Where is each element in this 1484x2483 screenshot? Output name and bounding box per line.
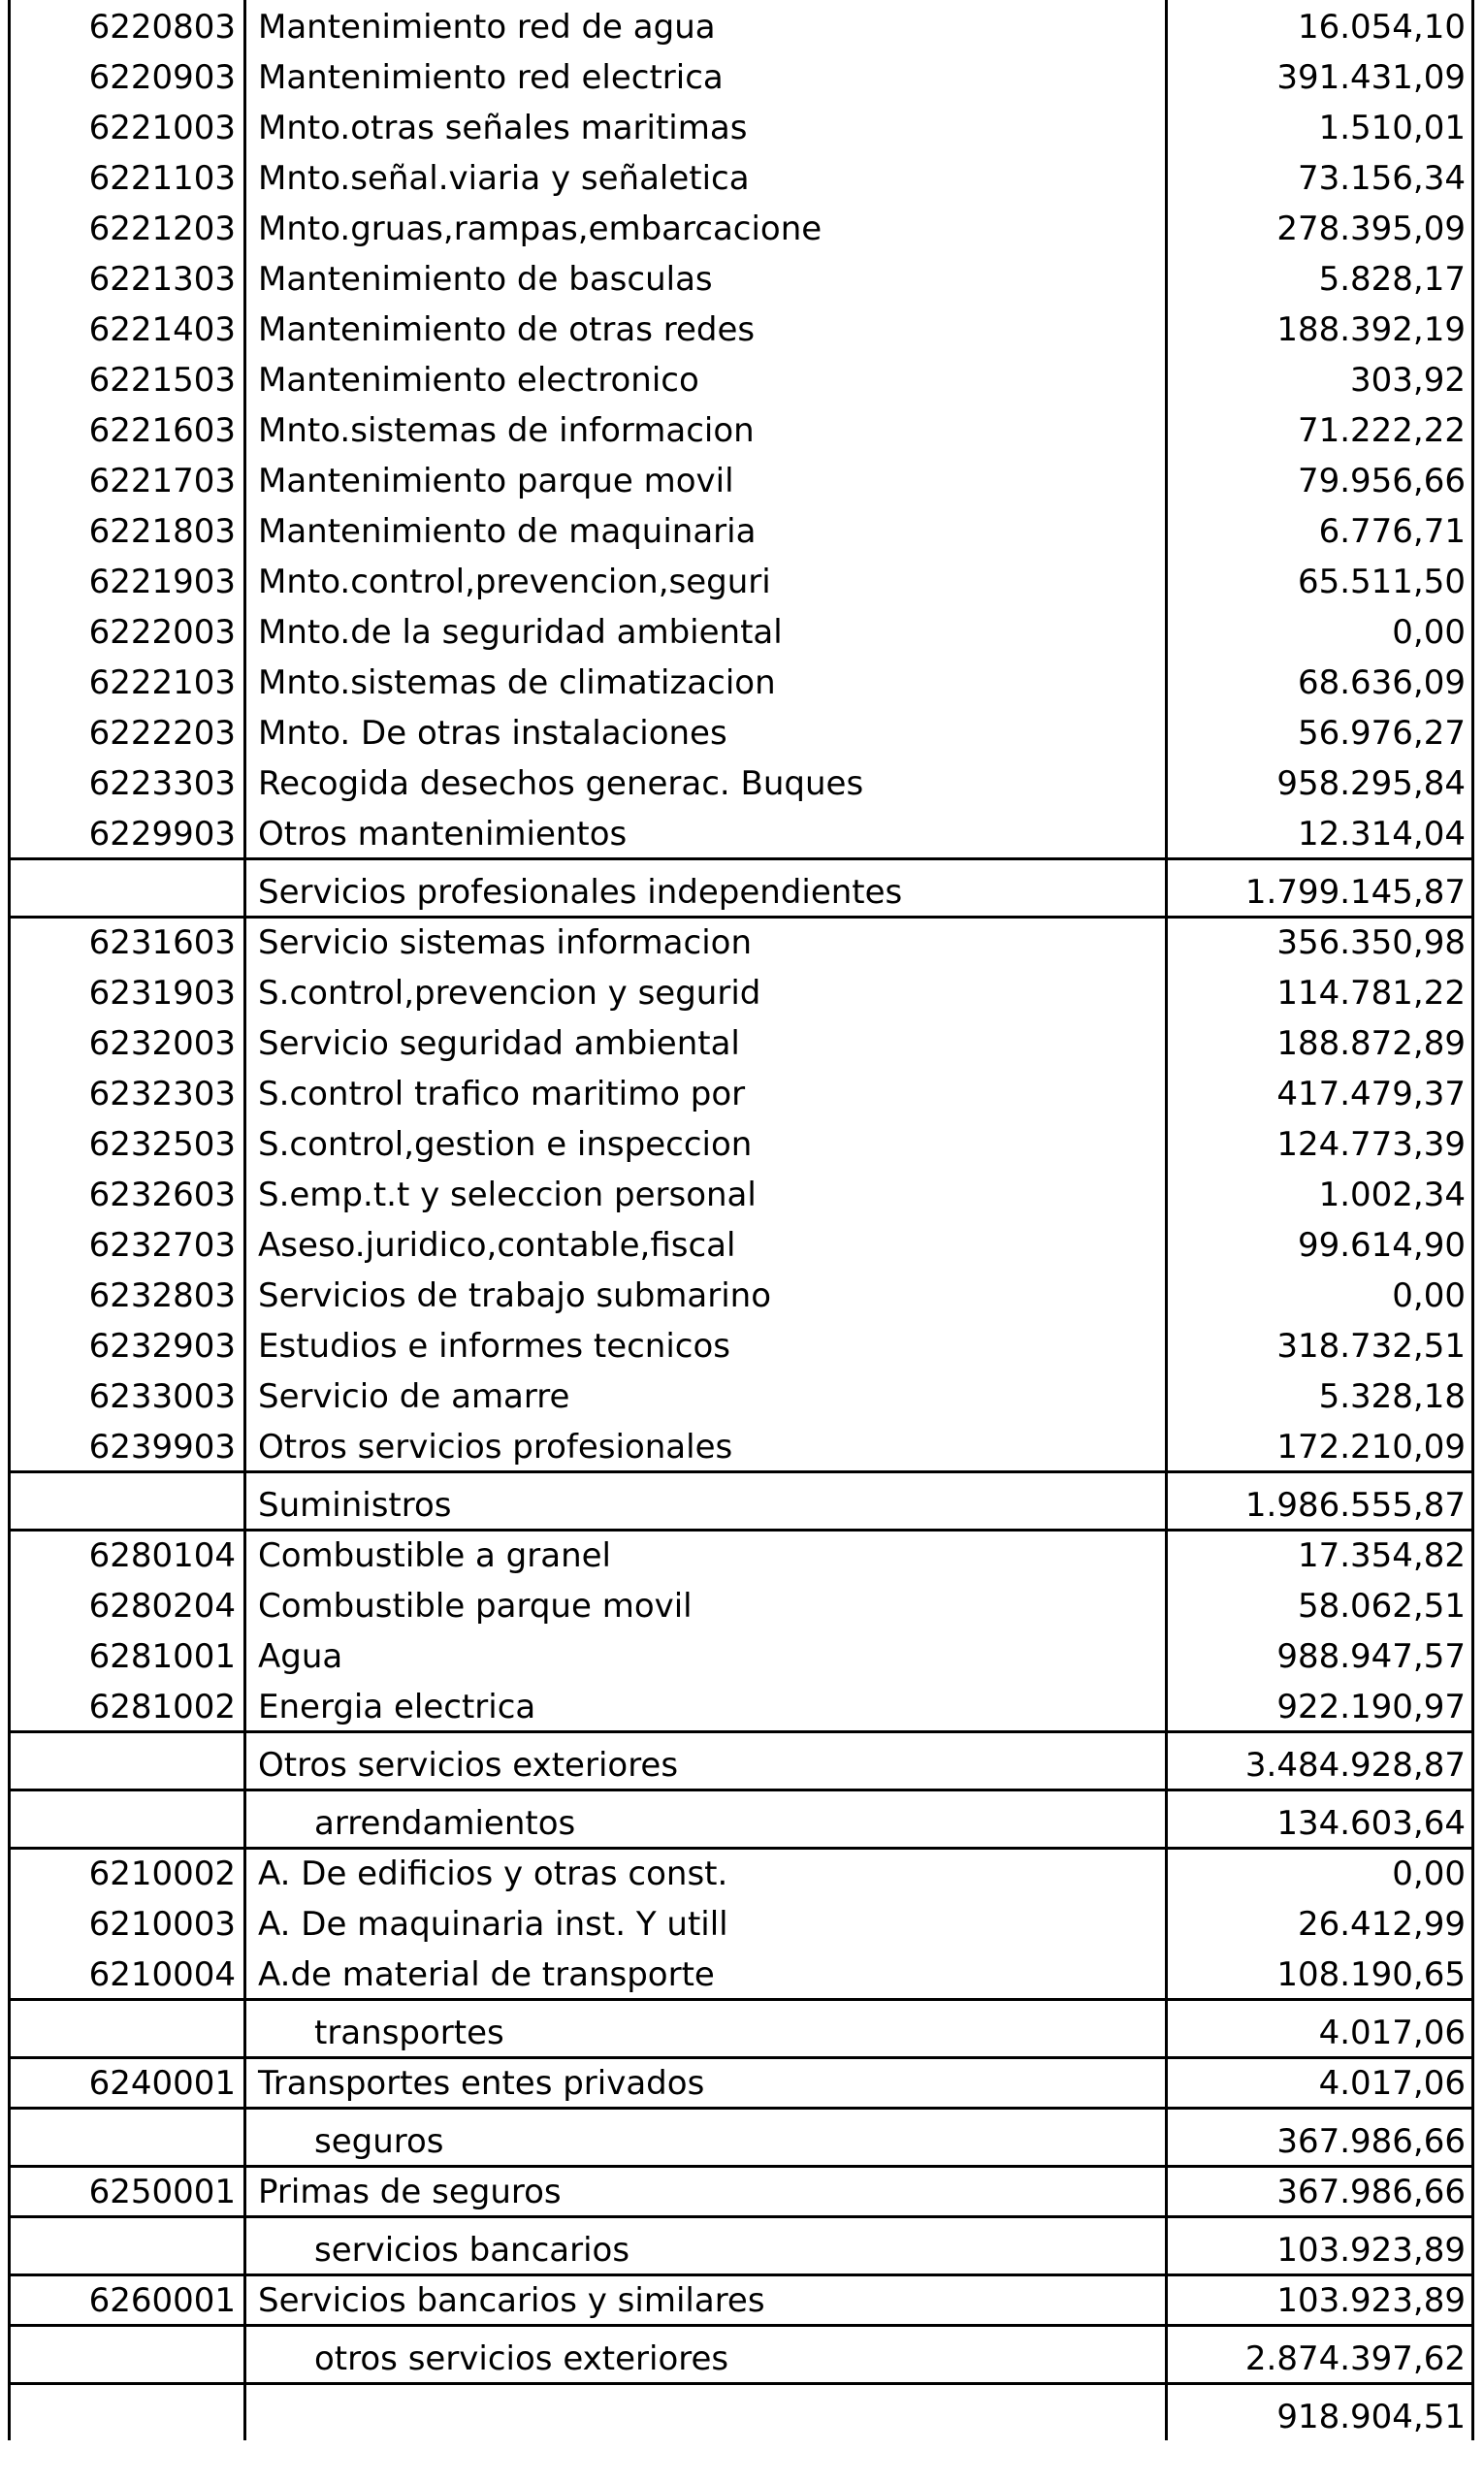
table-row xyxy=(8,1370,1474,1420)
subtotal-row xyxy=(8,1730,1474,1789)
description-cell: Mnto.gruas,rampas,embarcacione xyxy=(243,202,1165,252)
subtotal-row xyxy=(8,2324,1474,2382)
account-code-cell xyxy=(11,2001,243,2056)
description-cell: Transportes entes privados xyxy=(243,2059,1165,2107)
amount-cell: 367.986,66 xyxy=(1165,2168,1471,2215)
subtotal-row xyxy=(8,2107,1474,2165)
description-cell: arrendamientos xyxy=(243,1791,1165,1847)
account-code-cell: 6229903 xyxy=(88,815,236,854)
account-code-cell xyxy=(11,2385,243,2440)
amount-cell: 73.156,34 xyxy=(1165,151,1471,202)
description-cell: Otros mantenimientos xyxy=(243,807,1165,857)
subtotal-row xyxy=(8,1789,1474,1847)
amount-cell: 58.062,51 xyxy=(1165,1579,1471,1629)
account-code-cell: 6222103 xyxy=(88,663,236,702)
account-code-cell: 6232703 xyxy=(88,1226,236,1265)
amount-cell: 4.017,06 xyxy=(1165,2059,1471,2107)
description-cell: seguros xyxy=(243,2110,1165,2165)
amount-cell: 303,92 xyxy=(1165,353,1471,403)
description-cell: Mantenimiento red electrica xyxy=(243,50,1165,101)
table-row xyxy=(8,353,1474,403)
account-code-cell xyxy=(11,2327,243,2382)
table-row xyxy=(8,50,1474,101)
table-row xyxy=(8,706,1474,757)
account-code-cell: 6232003 xyxy=(88,1024,236,1063)
description-cell: Mantenimiento de otras redes xyxy=(243,303,1165,353)
account-code-cell: 6231903 xyxy=(88,974,236,1013)
amount-cell: 99.614,90 xyxy=(1165,1218,1471,1269)
description-cell: Mnto. De otras instalaciones xyxy=(243,706,1165,757)
account-code-cell: 6220903 xyxy=(88,58,236,97)
description-cell: Aseso.juridico,contable,fiscal xyxy=(243,1218,1165,1269)
account-code-cell: 6232303 xyxy=(88,1075,236,1113)
amount-cell: 918.904,51 xyxy=(1165,2385,1471,2440)
amount-cell: 0,00 xyxy=(1165,1269,1471,1319)
description-cell: Servicios de trabajo submarino xyxy=(243,1269,1165,1319)
description-cell: servicios bancarios xyxy=(243,2218,1165,2273)
amount-cell: 17.354,82 xyxy=(1165,1532,1471,1579)
subtotal-row xyxy=(8,857,1474,916)
table-row xyxy=(8,656,1474,706)
amount-cell: 134.603,64 xyxy=(1165,1791,1471,1847)
description-cell: Mnto.control,prevencion,seguri xyxy=(243,555,1165,605)
description-cell: Suministros xyxy=(243,1473,1165,1529)
amount-cell: 0,00 xyxy=(1165,1850,1471,1897)
amount-cell: 2.874.397,62 xyxy=(1165,2327,1471,2382)
account-code-cell: 6281001 xyxy=(88,1637,236,1676)
description-cell: Mnto.sistemas de informacion xyxy=(243,403,1165,454)
table-row xyxy=(8,966,1474,1016)
amount-cell: 922.190,97 xyxy=(1165,1680,1471,1730)
account-code-cell: 6231603 xyxy=(88,923,236,962)
description-cell: Servicios profesionales independientes xyxy=(243,860,1165,916)
table-row xyxy=(8,1067,1474,1117)
description-cell: Primas de seguros xyxy=(243,2168,1165,2215)
account-code-cell: 6281002 xyxy=(88,1688,236,1726)
table-row xyxy=(8,403,1474,454)
account-code-cell: 6223303 xyxy=(88,764,236,803)
table-row xyxy=(8,1948,1474,1998)
table-row xyxy=(8,1579,1474,1629)
table-row xyxy=(8,1897,1474,1948)
amount-cell: 417.479,37 xyxy=(1165,1067,1471,1117)
table-row xyxy=(8,1269,1474,1319)
table-row xyxy=(8,1680,1474,1730)
amount-cell: 68.636,09 xyxy=(1165,656,1471,706)
description-cell: Combustible a granel xyxy=(243,1532,1165,1579)
account-code-cell: 6222003 xyxy=(88,613,236,652)
amount-cell: 124.773,39 xyxy=(1165,1117,1471,1168)
table-row xyxy=(8,2056,1474,2107)
table-row xyxy=(8,101,1474,151)
description-cell: Mantenimiento de maquinaria xyxy=(243,504,1165,555)
amount-cell: 56.976,27 xyxy=(1165,706,1471,757)
account-code-cell: 6221303 xyxy=(88,260,236,299)
description-cell: Mantenimiento parque movil xyxy=(243,454,1165,504)
description-cell: Mnto.sistemas de climatizacion xyxy=(243,656,1165,706)
account-code-cell: 6210003 xyxy=(88,1905,236,1944)
account-code-cell: 6280104 xyxy=(88,1536,236,1575)
amount-cell: 278.395,09 xyxy=(1165,202,1471,252)
description-cell: Mantenimiento de basculas xyxy=(243,252,1165,303)
account-code-cell: 6220803 xyxy=(88,8,236,47)
account-code-cell: 6222203 xyxy=(88,714,236,753)
amount-cell: 108.190,65 xyxy=(1165,1948,1471,1998)
description-cell: Mnto.de la seguridad ambiental xyxy=(243,605,1165,656)
description-cell: Estudios e informes tecnicos xyxy=(243,1319,1165,1370)
description-cell: S.control trafico maritimo por xyxy=(243,1067,1165,1117)
account-code-cell: 6221903 xyxy=(88,563,236,601)
description-cell: transportes xyxy=(243,2001,1165,2056)
table-row xyxy=(8,1117,1474,1168)
description-cell: S.control,gestion e inspeccion xyxy=(243,1117,1165,1168)
description-cell: Otros servicios profesionales xyxy=(243,1420,1165,1470)
table-row xyxy=(8,1420,1474,1470)
account-code-cell: 6221703 xyxy=(88,462,236,500)
table-row xyxy=(8,916,1474,966)
amount-cell: 103.923,89 xyxy=(1165,2218,1471,2273)
subtotal-row xyxy=(8,2382,1474,2440)
amount-cell: 1.799.145,87 xyxy=(1165,860,1471,916)
account-code-cell: 6221203 xyxy=(88,210,236,248)
account-code-cell: 6233003 xyxy=(88,1377,236,1416)
table-row xyxy=(8,807,1474,857)
amount-cell: 188.392,19 xyxy=(1165,303,1471,353)
table-row xyxy=(8,0,1474,50)
amount-cell: 0,00 xyxy=(1165,605,1471,656)
account-code-cell: 6232503 xyxy=(88,1125,236,1164)
description-cell: Mnto.otras señales maritimas xyxy=(243,101,1165,151)
account-code-cell: 6210004 xyxy=(88,1955,236,1994)
amount-cell: 1.986.555,87 xyxy=(1165,1473,1471,1529)
amount-cell: 6.776,71 xyxy=(1165,504,1471,555)
amount-cell: 114.781,22 xyxy=(1165,966,1471,1016)
subtotal-row xyxy=(8,2215,1474,2273)
expense-ledger-table xyxy=(8,0,1474,2440)
amount-cell: 356.350,98 xyxy=(1165,919,1471,966)
table-row xyxy=(8,757,1474,807)
amount-cell: 103.923,89 xyxy=(1165,2276,1471,2324)
description-cell: Servicio seguridad ambiental xyxy=(243,1016,1165,1067)
table-row xyxy=(8,303,1474,353)
table-row xyxy=(8,252,1474,303)
account-code-cell: 6250001 xyxy=(88,2173,236,2211)
amount-cell: 26.412,99 xyxy=(1165,1897,1471,1948)
description-cell: A.de material de transporte xyxy=(243,1948,1165,1998)
table-row xyxy=(8,1168,1474,1218)
account-code-cell: 6240001 xyxy=(88,2064,236,2103)
amount-cell: 5.828,17 xyxy=(1165,252,1471,303)
account-code-cell xyxy=(11,1791,243,1847)
amount-cell: 71.222,22 xyxy=(1165,403,1471,454)
account-code-cell: 6239903 xyxy=(88,1428,236,1467)
table-row xyxy=(8,2273,1474,2324)
table-row xyxy=(8,1218,1474,1269)
account-code-cell: 6232803 xyxy=(88,1276,236,1315)
account-code-cell: 6221003 xyxy=(88,109,236,147)
amount-cell: 65.511,50 xyxy=(1165,555,1471,605)
description-cell: A. De edificios y otras const. xyxy=(243,1850,1165,1897)
description-cell: S.control,prevencion y segurid xyxy=(243,966,1165,1016)
amount-cell: 16.054,10 xyxy=(1165,0,1471,50)
table-row xyxy=(8,1847,1474,1897)
amount-cell: 3.484.928,87 xyxy=(1165,1733,1471,1789)
table-row xyxy=(8,1319,1474,1370)
account-code-cell: 6221103 xyxy=(88,159,236,198)
description-cell: A. De maquinaria inst. Y utill xyxy=(243,1897,1165,1948)
amount-cell: 391.431,09 xyxy=(1165,50,1471,101)
account-code-cell: 6280204 xyxy=(88,1587,236,1626)
account-code-cell: 6260001 xyxy=(88,2281,236,2320)
subtotal-row xyxy=(8,1470,1474,1529)
subtotal-row xyxy=(8,1998,1474,2056)
account-code-cell: 6221603 xyxy=(88,411,236,450)
description-cell xyxy=(243,2385,1165,2440)
account-code-cell: 6232603 xyxy=(88,1176,236,1214)
account-code-cell: 6221503 xyxy=(88,361,236,400)
amount-cell: 318.732,51 xyxy=(1165,1319,1471,1370)
amount-cell: 1.510,01 xyxy=(1165,101,1471,151)
account-code-cell xyxy=(11,2218,243,2273)
table-row xyxy=(8,202,1474,252)
account-code-cell: 6221803 xyxy=(88,512,236,551)
account-code-cell xyxy=(11,2110,243,2165)
table-row xyxy=(8,1529,1474,1579)
table-row xyxy=(8,1629,1474,1680)
table-row xyxy=(8,555,1474,605)
account-code-cell xyxy=(11,860,243,916)
table-row xyxy=(8,151,1474,202)
amount-cell: 79.956,66 xyxy=(1165,454,1471,504)
account-code-cell: 6232903 xyxy=(88,1327,236,1366)
amount-cell: 172.210,09 xyxy=(1165,1420,1471,1470)
description-cell: Mantenimiento red de agua xyxy=(243,0,1165,50)
table-row xyxy=(8,605,1474,656)
amount-cell: 12.314,04 xyxy=(1165,807,1471,857)
account-code-cell: 6210002 xyxy=(88,1854,236,1893)
description-cell: Servicio sistemas informacion xyxy=(243,919,1165,966)
amount-cell: 988.947,57 xyxy=(1165,1629,1471,1680)
amount-cell: 4.017,06 xyxy=(1165,2001,1471,2056)
description-cell: Servicio de amarre xyxy=(243,1370,1165,1420)
description-cell: Otros servicios exteriores xyxy=(243,1733,1165,1789)
account-code-cell xyxy=(11,1473,243,1529)
description-cell: S.emp.t.t y seleccion personal xyxy=(243,1168,1165,1218)
description-cell: Mnto.señal.viaria y señaletica xyxy=(243,151,1165,202)
amount-cell: 5.328,18 xyxy=(1165,1370,1471,1420)
account-code-cell: 6221403 xyxy=(88,310,236,349)
table-row xyxy=(8,504,1474,555)
description-cell: otros servicios exteriores xyxy=(243,2327,1165,2382)
amount-cell: 1.002,34 xyxy=(1165,1168,1471,1218)
table-row xyxy=(8,1016,1474,1067)
table-row xyxy=(8,2165,1474,2215)
description-cell: Combustible parque movil xyxy=(243,1579,1165,1629)
description-cell: Mantenimiento electronico xyxy=(243,353,1165,403)
description-cell: Servicios bancarios y similares xyxy=(243,2276,1165,2324)
description-cell: Energia electrica xyxy=(243,1680,1165,1730)
amount-cell: 188.872,89 xyxy=(1165,1016,1471,1067)
amount-cell: 367.986,66 xyxy=(1165,2110,1471,2165)
account-code-cell xyxy=(11,1733,243,1789)
table-row xyxy=(8,454,1474,504)
description-cell: Agua xyxy=(243,1629,1165,1680)
amount-cell: 958.295,84 xyxy=(1165,757,1471,807)
description-cell: Recogida desechos generac. Buques xyxy=(243,757,1165,807)
